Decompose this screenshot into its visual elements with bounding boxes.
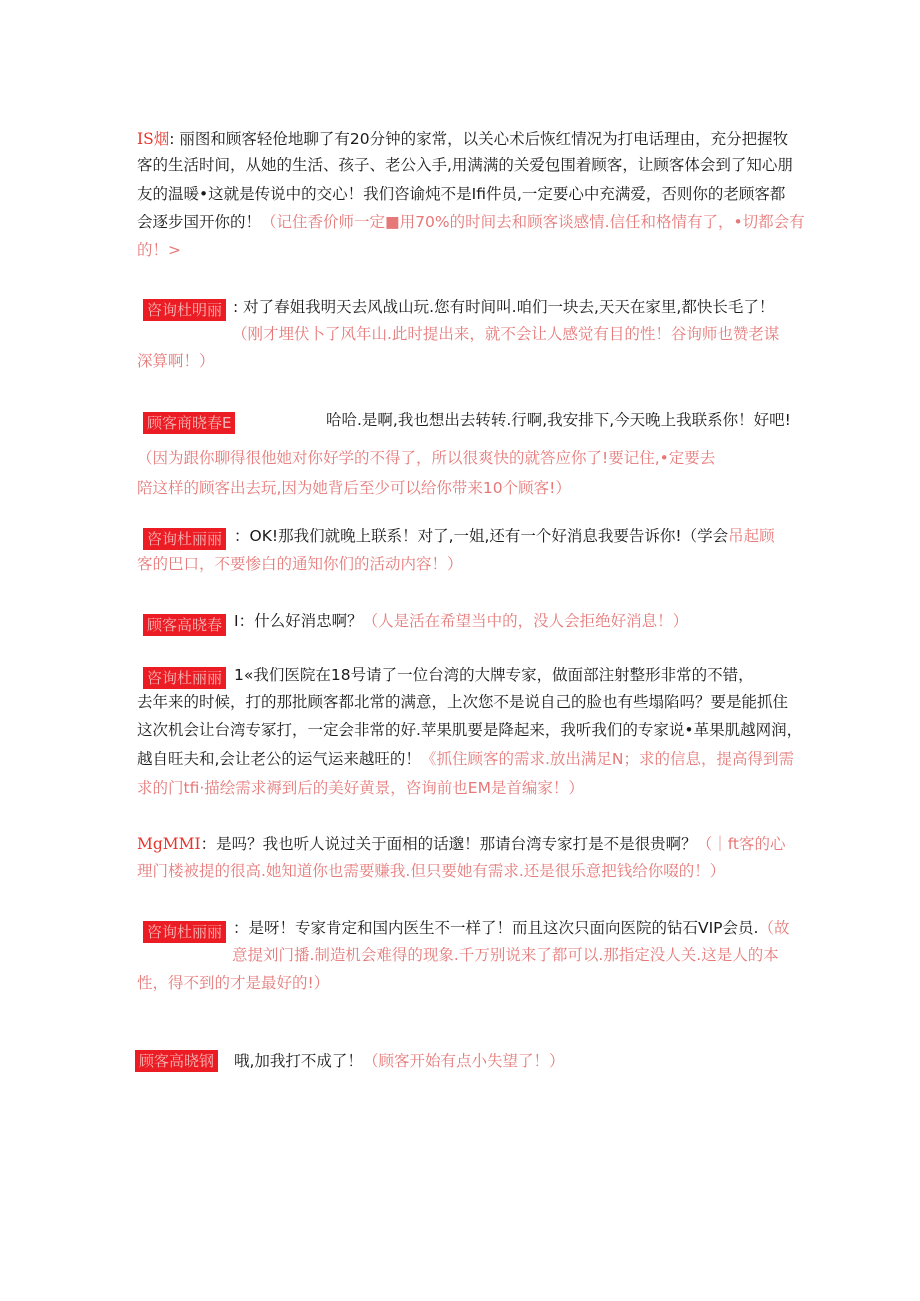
dialog-line bbox=[234, 1051, 564, 1071]
annotation-note: 意提刘门播.制造机会难得的现象.千万别说来了都可以.那指定没人关.这是人的本 bbox=[232, 946, 779, 964]
annotation-note: 吊起顾 bbox=[728, 527, 775, 545]
dialog-text: 哦,加我打不成了！ bbox=[234, 1052, 363, 1070]
dialog-text: 这次机会让台湾专冢打，一定会非常的好.苹果肌要是降起来，我听我们的专家说•革果肌越网润， bbox=[137, 721, 803, 739]
dialog-line bbox=[234, 526, 775, 546]
dialog-line bbox=[233, 918, 789, 938]
dialog-line bbox=[137, 749, 794, 769]
annotation-note: 理门楼被提的很高.她知道你也需要赚我.但只要她有需求.还是很乐意把钱给你啜的！） bbox=[137, 862, 726, 880]
paragraph-line bbox=[137, 212, 805, 232]
paragraph-line bbox=[137, 184, 785, 204]
dialog-text: 1«我们医院在18号请了一位台湾的大牌专家，做面部注射整形非常的不错， bbox=[234, 666, 754, 684]
speaker-tag: 咨询杜丽丽 bbox=[143, 528, 226, 550]
dialog-text: 一定要心中充满爱，否则你的老顾客都 bbox=[521, 185, 786, 203]
speaker-tag: 咨询杜丽丽 bbox=[143, 921, 226, 943]
dialog-text: ：是吗？我也听人说过关于面相的话邈！那请台湾专家打是不是很贵啊？ bbox=[200, 835, 697, 853]
paragraph-line: 客的生活时间，从她的生活、孩子、老公入手,用满满的关爱包围着顾客，让顾客体会到了知心朋 bbox=[137, 156, 793, 174]
speaker-label: MgMMI bbox=[137, 835, 201, 853]
dialog-text: 会逐步国开你的！ bbox=[137, 213, 262, 231]
annotation-note: 《抓住顾客的需求.放出满足N；求的信息，提高得到需 bbox=[420, 750, 794, 768]
annotation-note: 深算啊！） bbox=[137, 352, 215, 370]
annotation-note: （故 bbox=[758, 919, 790, 937]
dialog-text: I：什么好消忠啊？ bbox=[234, 612, 363, 630]
annotation-note: （人是活在希望当中的，没人会拒绝好消息！） bbox=[362, 612, 689, 630]
annotation-note: 的！> bbox=[137, 241, 181, 259]
annotation-note: （因为跟你聊得很他她对你好学的不得了，所以很爽快的就答应你了!要记住,•定要去 bbox=[137, 449, 716, 467]
speaker-tag: 顾客高晓春 bbox=[143, 614, 226, 636]
annotation-note: （｜ft客的心 bbox=[696, 835, 786, 853]
speaker-label: IS烟 bbox=[137, 130, 170, 148]
dialog-line bbox=[234, 611, 688, 631]
dialog-text: 友的温暖•这就是传说中的交心！我们咨谕炖不是Ifi件员, bbox=[137, 185, 522, 203]
speaker-tag: 咨询杜丽丽 bbox=[143, 667, 226, 689]
annotation-note: （顾客开始有点小失望了！） bbox=[362, 1052, 565, 1070]
dialog-text: 越自旺夫和,会让老公的运气运来越旺的！ bbox=[137, 750, 421, 768]
dialog-line bbox=[137, 834, 785, 854]
dialog-text: 去年来的时候，打的那批顾客都北常的满意，上次您不是说自己的脸也有些塌陷吗？要是能抓住 bbox=[137, 693, 789, 711]
dialog-text: ：是呀！专家肯定和国内医生不一样了！而且这次只面向医院的钻石VIP会员. bbox=[233, 919, 759, 937]
dialog-text: ：OK!那我们就晚上联系！对了,一姐,还有一个好消息我要告诉你!（学会 bbox=[234, 527, 729, 545]
annotation-note: 陪这样的顾客出去玩,因为她背后至少可以给你带来10个顾客!） bbox=[137, 479, 571, 497]
paragraph-line bbox=[137, 129, 788, 149]
annotation-note: 客的巴口，不要惨白的通知你们的活动内容！） bbox=[137, 555, 463, 573]
dialog-text: : 丽图和顾客轻伧地聊了有20分钟的家常，以关心术后恢红情况为打电话理由，充分把握牧 bbox=[169, 130, 789, 148]
dialog-text: 哈哈.是啊,我也想出去转转.行啊,我安排下,今天晚上我联系你！好吧! bbox=[326, 411, 791, 429]
speaker-tag: 顾客高晓钢 bbox=[135, 1050, 218, 1072]
dialog-text: : 对了春姐我明天去风战山玩.您有时间叫.咱们一块去,天天在家里,都快长毛了！ bbox=[233, 298, 775, 316]
speaker-tag: 顾客商晓春E bbox=[143, 412, 235, 434]
annotation-note: 求的门tfi·描绘需求褥到后的美好黄景，咨询前也EM是首编家！） bbox=[137, 779, 584, 797]
annotation-note: 性，得不到的才是最好的!） bbox=[137, 974, 330, 992]
annotation-note: （刚才埋伏卜了风年山.此时提出来，就不会让人感觉有目的性！谷询师也赞老谋 bbox=[232, 325, 780, 343]
annotation-note: （记住香价师一定■用70%的时间去和顾客谈感情.信任和格情有了，•切都会有 bbox=[261, 213, 805, 231]
speaker-tag: 咨询杜明丽 bbox=[143, 299, 226, 321]
